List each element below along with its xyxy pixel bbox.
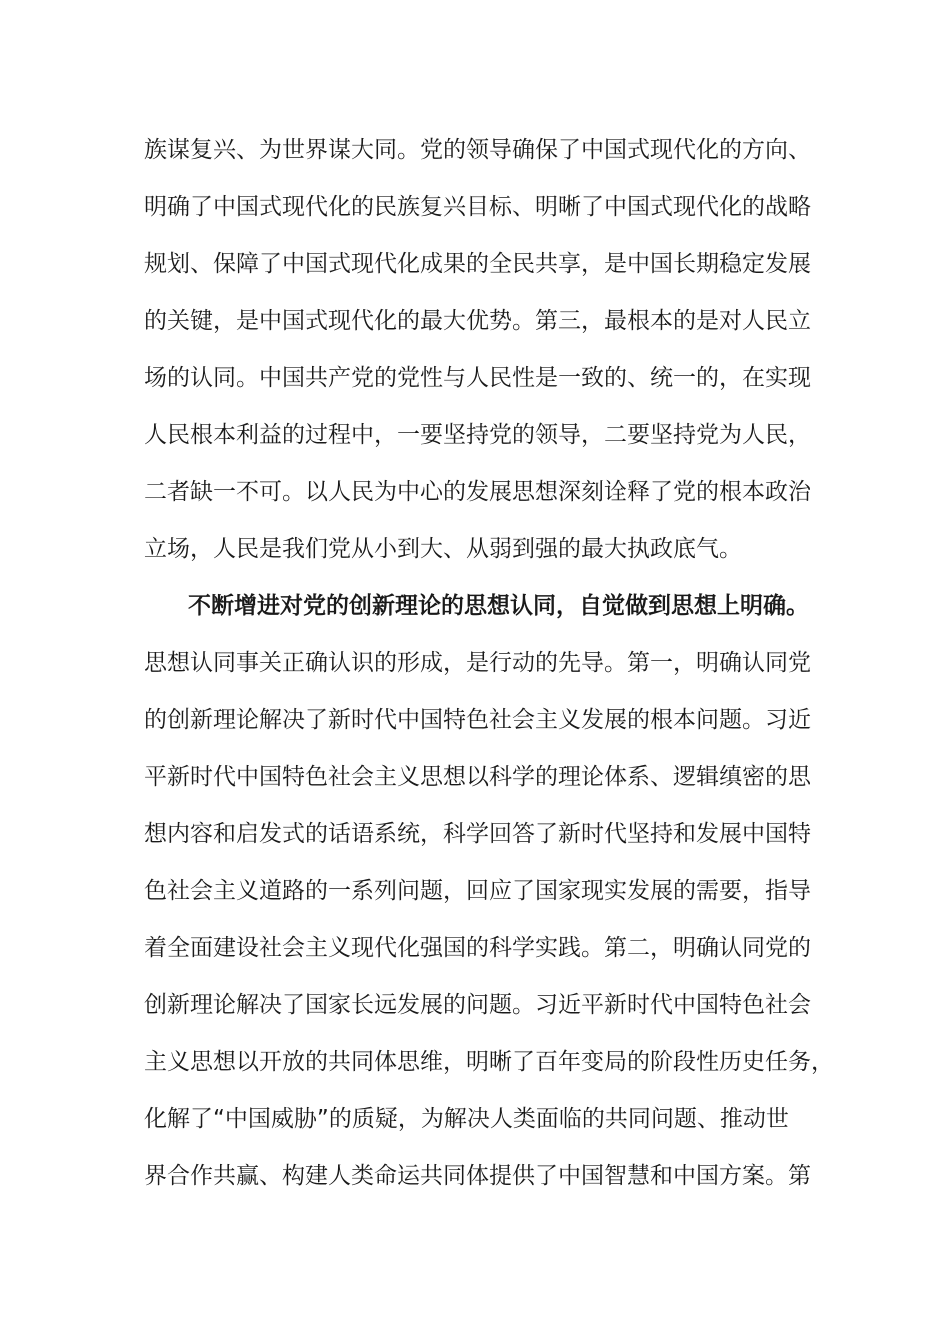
text-line: 族谋复兴、为世界谋大同。党的领导确保了中国式现代化的方向、 — [144, 137, 811, 163]
text-line: 人民根本利益的过程中，一要坚持党的领导，二要坚持党为人民， — [144, 422, 811, 448]
text-line: 场的认同。中国共产党的党性与人民性是一致的、统一的，在实现 — [144, 365, 811, 391]
text-line: 着全面建设社会主义现代化强国的科学实践。第二，明确认同党的 — [144, 935, 811, 961]
text-line: 立场，人民是我们党从小到大、从弱到强的最大执政底气。 — [144, 536, 742, 562]
text-line: 二者缺一不可。以人民为中心的发展思想深刻诠释了党的根本政治 — [144, 479, 811, 505]
text-line: 创新理论解决了国家长远发展的问题。习近平新时代中国特色社会 — [144, 992, 811, 1018]
text-line: 化解了“中国威胁”的质疑，为解决人类面临的共同问题、推动世 — [144, 1106, 789, 1132]
text-line: 主义思想以开放的共同体思维，明晰了百年变局的阶段性历史任务， — [144, 1049, 834, 1075]
text-line: 平新时代中国特色社会主义思想以科学的理论体系、逻辑缜密的思 — [144, 764, 811, 790]
text-line: 的关键，是中国式现代化的最大优势。第三，最根本的是对人民立 — [144, 308, 811, 334]
text-line: 规划、保障了中国式现代化成果的全民共享，是中国长期稳定发展 — [144, 251, 811, 277]
section-heading: 不断增进对党的创新理论的思想认同，自觉做到思想上明确。 — [188, 593, 809, 619]
text-line: 想内容和启发式的话语系统，科学回答了新时代坚持和发展中国特 — [144, 821, 811, 847]
text-line: 的创新理论解决了新时代中国特色社会主义发展的根本问题。习近 — [144, 707, 811, 733]
text-line: 明确了中国式现代化的民族复兴目标、明晰了中国式现代化的战略 — [144, 194, 811, 220]
text-line: 色社会主义道路的一系列问题，回应了国家现实发展的需要，指导 — [144, 878, 811, 904]
text-line: 界合作共赢、构建人类命运共同体提供了中国智慧和中国方案。第 — [144, 1163, 811, 1189]
text-line: 思想认同事关正确认识的形成，是行动的先导。第一，明确认同党 — [144, 650, 811, 676]
